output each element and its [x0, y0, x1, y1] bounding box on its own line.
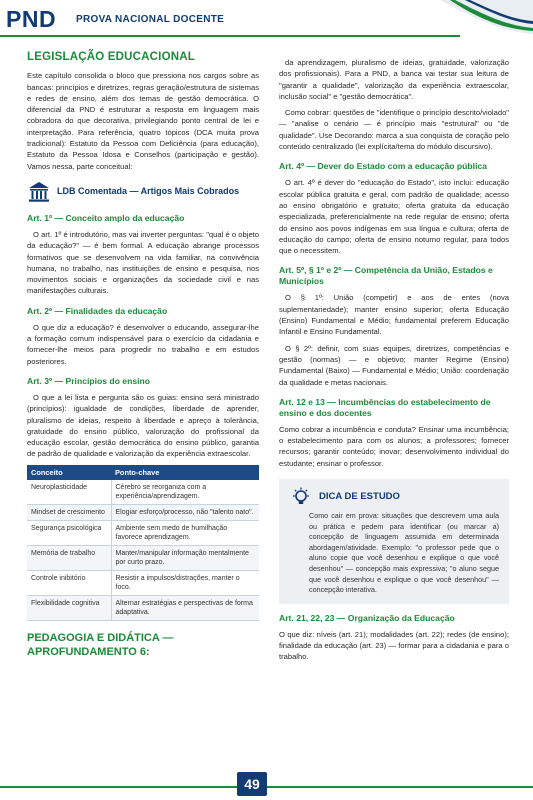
art2-paragraph: O que diz a educação? é desenvolver o educando, assegurar-lhe a formação comum indispensável para o exercício da cidadania e fornecer-lhe meios para progredir no trabalho e em estudos posteriores.: [27, 322, 259, 366]
how-to-ask-paragraph: Como cobrar: questões de "identifique o princípio descrito/violado" — "analise o cenário — é princípio mais "estrutural" ou "de qualidade". Use Decorando: marca a sua conquista de coração pelo conteúdo centralizado (lei explícita/tema do módulo discursivo).: [279, 108, 509, 152]
table-cell-keypoint: Ambiente sem medo de humilhação favorece aprendizagem.: [111, 520, 259, 545]
table-row: [27, 545, 259, 570]
ldb-title: LDB Comentada — Artigos Mais Cobrados: [57, 186, 240, 197]
right-column: [279, 57, 509, 668]
courthouse-icon: [27, 180, 51, 204]
study-tip-header: [291, 487, 499, 507]
table-cell-keypoint: Elogiar esforço/processo, não "talento nato".: [111, 504, 259, 520]
section-title: LEGISLAÇÃO EDUCACIONAL: [27, 51, 195, 63]
page-header: [0, 0, 533, 30]
art21-heading: Art. 21, 22, 23 — Organização da Educação: [279, 612, 455, 623]
study-tip-text: Como cair em prova: situações que descrevem uma aula ou prática e pedem para identificar (ou marcar a) concepção de linguagem assumida em determinada abordagem/atividade. Exemplo: "o professor pede que o aluno copie que você desenhou e explique o que você desenhou" — concepção mais expressiva; "o aluno segue que você desenhou e explique o que você desenhou" — concepção interativa.: [309, 511, 499, 595]
lightbulb-icon: [291, 487, 311, 507]
table-cell-concept: Neuroplasticidade: [27, 480, 111, 505]
header-subtitle: PROVA NACIONAL DOCENTE: [76, 14, 225, 25]
table-row: [27, 595, 259, 620]
concepts-table: [27, 465, 259, 621]
art2-heading: Art. 2º — Finalidades da educação: [27, 305, 168, 316]
table-cell-concept: Memória de trabalho: [27, 545, 111, 570]
art21-paragraph: O que diz: níveis (art. 21); modalidades (art. 22); redes (de ensino); finalidade da educação (art. 23) — formar para a cidadania e para o trabalho.: [279, 629, 509, 662]
table-cell-keypoint: Resistir a impulsos/distrações, manter o foco.: [111, 570, 259, 595]
intro-paragraph: Este capítulo consolida o bloco que pressiona nos cargos sobre as bancas: princípios e diretrizes, regras geração/estrutura de sistemas e redes de ensino, além dos temas de gestão democrática. O diferencial da PND é estruturar a resposta em linguagem mais cobradora do que decorativa, privilegiando ponto central de lei e interpretação. Para referência, quatro tópicos (DCA muita prova tradicional): Estatuto da Pessoa com Deficiência (para educação), Estatuto da Pessoa Idosa e Conselhos (participação e gestão). Vamos nessa, parte conceitual:: [27, 71, 259, 171]
art12-paragraph: Como cobrar a incumbência e conduta? Ensinar uma incumbência; o estabelecimento para com os alunos; a professores; fornecer recursos; garantir conteúdo; inovar; desenvolvimento individual do estudante; ensinar o professor.: [279, 424, 509, 468]
brand-logo: PND: [6, 6, 57, 32]
art4-paragraph: O art. 4º é dever do "educação do Estado", isto inclui: educação escolar pública gratuita e geral, com padrão de qualidade; acesso ao ensino obrigatório e gratuito; oferta gratuita da educação especializada, preferencialmente na rede regular de ensino; oferta do ensino aos povos indígenas em sua língua e cultura; oferta de educação do campo; oferta de ensino noturno regular, para todos que o necessitem.: [279, 178, 509, 256]
art3-paragraph: O que a lei lista e pergunta são os guias: ensino será ministrado (princípios): igualdade de condições, liberdade de aprender, pluralismo de ideias, respeito à liberdade e apreço à tolerância, gratuidade do ensino público, valorização do profissional da educação escolar, gestão democrática do ensino público, garantia de padrão de qualidade e valorização da experiência extraescolar.: [27, 392, 259, 459]
art12-heading: Art. 12 e 13 — Incumbências do estabelecimento de ensino e dos docentes: [279, 396, 491, 418]
study-tip-title: DICA DE ESTUDO: [319, 491, 400, 503]
ldb-heading: [27, 180, 259, 204]
art5-paragraph-1: O § 1º: União (competir) e aos de entes (nova suplementariedade); manter ensino superior; oferta Educação (Ensino) Fundamental e Médio; fundamental preferem Educação Infantil e Ensino Fundamental.: [279, 293, 509, 337]
table-cell-keypoint: Alternar estratégias e perspectivas de forma adaptativa.: [111, 595, 259, 620]
pedagogy-heading: PEDAGOGIA E DIDÁTICA — APROFUNDAMENTO 6:: [27, 631, 174, 658]
art5-paragraph-2: O § 2º: definir, com suas equipes, diretrizes, competências e gestão (normas) — e objetivo; manter Regime (Ensino) Fundamental (Baixo) — Fundamental e Médio; União: coordenação da qualidade e metas nacionais.: [279, 343, 509, 387]
page-number: 49: [237, 772, 267, 796]
page-footer: [0, 772, 533, 800]
art4-heading: Art. 4º — Dever do Estado com a educação pública: [279, 161, 488, 172]
art1-paragraph: O art. 1º é introdutório, mas vai inverter perguntas: "qual é o objeto da educação?" — é bem formal. A educação abrange processos formativos que se desenvolvem na vida familiar, na convivência humana, no trabalho, nas instituições de ensino e pesquisa, nos movimentos sociais e organizações da sociedade civil e nas manifestações culturais.: [27, 229, 259, 296]
table-cell-concept: Segurança psicológica: [27, 520, 111, 545]
header-divider: [0, 35, 460, 37]
table-row: [27, 480, 259, 505]
continued-paragraph: da aprendizagem, pluralismo de ideias, gratuidade, valorização dos profissionais). Para a PND, a banca vai testar sua leitura de "garantir a qualidade", valorização da experiência extraescolar, inclusão social" e "gestão democrática".: [279, 58, 509, 101]
table-row: [27, 570, 259, 595]
table-cell-concept: Flexibilidade cognitiva: [27, 595, 111, 620]
table-cell-keypoint: Cérebro se reorganiza com a experiência/aprendizagem.: [111, 480, 259, 505]
table-header-keypoint: Ponto-chave: [111, 465, 259, 480]
art5-heading: Art. 5º, § 1º e 2º — Competência da União, Estados e Municípios: [279, 265, 493, 287]
art1-heading: Art. 1º — Conceito amplo da educação: [27, 212, 185, 223]
left-column: [27, 52, 259, 659]
art3-heading: Art. 3º — Princípios do ensino: [27, 375, 150, 386]
table-row: [27, 504, 259, 520]
table-cell-concept: Controle inibitório: [27, 570, 111, 595]
table-row: [27, 520, 259, 545]
study-tip-box: [279, 479, 509, 604]
table-header-concept: Conceito: [27, 465, 111, 480]
table-cell-keypoint: Manter/manipular informação mentalmente por curto prazo.: [111, 545, 259, 570]
table-cell-concept: Mindset de crescimento: [27, 504, 111, 520]
